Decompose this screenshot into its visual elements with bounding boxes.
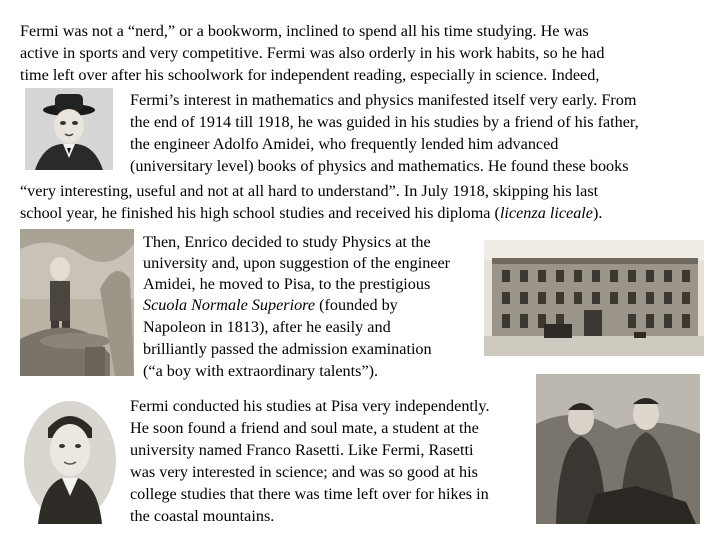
fermi-student-portrait-photo	[20, 398, 120, 524]
bottom-line-4: was very interested in science; and was so good at his	[130, 463, 478, 481]
intro-line-1: Fermi was not a “nerd,” or a bookworm, inclined to spend all his time studying. He was	[20, 22, 589, 40]
bottom-line-3: university named Franco Rasetti. Like Fermi, Rasetti	[130, 441, 474, 459]
bottom-line-2: He soon found a friend and soul mate, a student at the	[130, 419, 479, 437]
intro-line-2: active in sports and very competitive. Fermi was also orderly in his work habits, so he had	[20, 44, 605, 62]
full-line-2: school year, he finished his high school studies and received his diploma (licenza liceale).	[20, 204, 603, 222]
middle-line-4: Scuola Normale Superiore (founded by	[143, 296, 398, 314]
bottom-line-5: college studies that there was time left over for hikes in	[130, 485, 489, 503]
middle-line-6: brilliantly passed the admission examination	[143, 340, 432, 358]
middle-line-3: Amidei, he moved to Pisa, to the prestigious	[143, 275, 431, 293]
bottom-line-1: Fermi conducted his studies at Pisa very independently.	[130, 397, 490, 415]
indented-line-2: the end of 1914 till 1918, he was guided in his studies by a friend of his father,	[130, 113, 639, 131]
scuola-normale-building-photo	[484, 240, 704, 356]
fermi-rasetti-mountains-photo	[536, 374, 700, 524]
middle-line-1: Then, Enrico decided to study Physics at the	[143, 233, 431, 251]
indented-line-3: the engineer Adolfo Amidei, who frequently lended him advanced	[130, 135, 559, 153]
scuola-normale-italic: Scuola Normale Superiore	[143, 296, 316, 314]
middle-line-7: (“a boy with extraordinary talents”).	[143, 362, 379, 380]
indented-line-1: Fermi’s interest in mathematics and physics manifested itself very early. From	[130, 91, 637, 109]
bottom-line-6: the coastal mountains.	[130, 507, 275, 525]
indented-line-4: (universitary level) books of physics and mathematics. He found these books	[130, 157, 629, 175]
middle-line-5: Napoleon in 1813), after he easily and	[143, 318, 391, 336]
intro-line-3: time left over after his schoolwork for independent reading, especially in science. Indeed,	[20, 66, 600, 84]
fermi-young-portrait-photo	[25, 88, 113, 170]
full-line-1: “very interesting, useful and not at all hard to understand”. In July 1918, skipping his last	[20, 182, 599, 200]
fermi-standing-photo	[20, 229, 134, 376]
middle-line-2: university and, upon suggestion of the engineer	[143, 254, 451, 272]
licenza-liceale-italic: licenza liceale	[499, 204, 593, 222]
